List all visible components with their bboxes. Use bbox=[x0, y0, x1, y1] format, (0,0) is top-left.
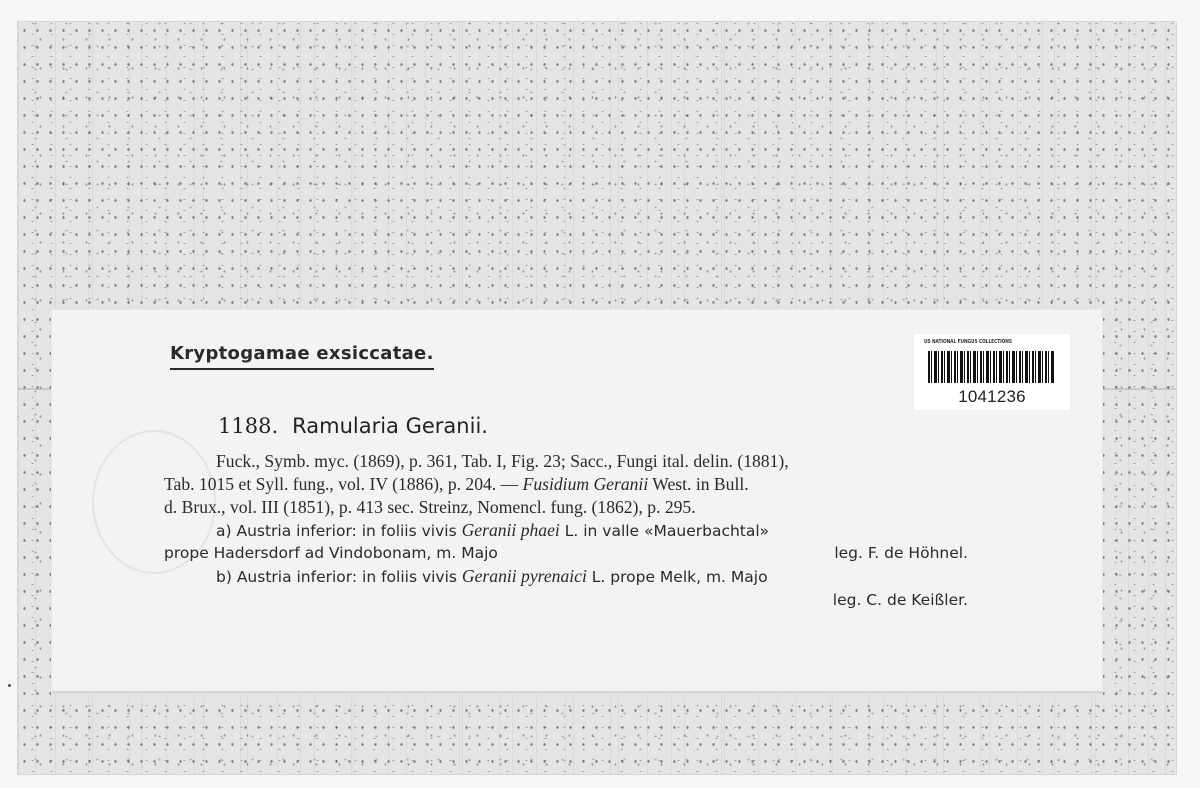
barcode-number: 1041236 bbox=[958, 387, 1026, 406]
locality-text: a) Austria inferior: in foliis vivis bbox=[216, 522, 462, 540]
locality-b-line-1 bbox=[164, 565, 994, 588]
reference-line-2 bbox=[164, 473, 994, 496]
entry-heading bbox=[218, 414, 488, 438]
host-name: Geranii pyrenaici bbox=[461, 566, 587, 586]
locality-text: b) Austria inferior: in foliis vivis bbox=[216, 568, 462, 586]
stray-mark bbox=[8, 684, 11, 687]
locality-b-line-2 bbox=[164, 588, 994, 611]
species-name: Ramularia Geranii. bbox=[292, 414, 488, 438]
locality-a-line-2 bbox=[164, 542, 994, 565]
synonym-name: Fusidium Geranii bbox=[522, 474, 649, 494]
series-title: Kryptogamae exsiccatae. bbox=[170, 343, 434, 370]
reference-line-1: Fuck., Symb. myc. (1869), p. 361, Tab. I, Fig. 23; Sacc., Fungi ital. delin. (1881), bbox=[216, 451, 789, 471]
specimen-label bbox=[52, 310, 1102, 694]
reference-text: West. in Bull. bbox=[648, 474, 749, 494]
locality-a-line-1 bbox=[164, 519, 994, 542]
label-body bbox=[164, 450, 994, 611]
barcode-icon bbox=[928, 351, 1055, 383]
reference-line-3: d. Brux., vol. III (1851), p. 413 sec. Streinz, Nomencl. fung. (1862), p. 295. bbox=[164, 497, 696, 517]
locality-text: L. prope Melk, m. Majo bbox=[586, 568, 768, 586]
collector: leg. F. de Höhnel. bbox=[834, 544, 968, 562]
entry-number: 1188. bbox=[218, 414, 279, 438]
locality-text: prope Hadersdorf ad Vindobonam, m. Majo bbox=[164, 544, 498, 562]
reference-text: Tab. 1015 et Syll. fung., vol. IV (1886), p. 204. — bbox=[164, 474, 523, 494]
label-edge bbox=[52, 691, 1102, 694]
collector: leg. C. de Keißler. bbox=[832, 591, 968, 609]
host-name: Geranii phaei bbox=[461, 520, 560, 540]
locality-text: L. in valle «Mauerbachtal» bbox=[559, 522, 770, 540]
barcode-label bbox=[914, 334, 1070, 410]
barcode-header: US NATIONAL FUNGUS COLLECTIONS bbox=[924, 339, 1012, 345]
